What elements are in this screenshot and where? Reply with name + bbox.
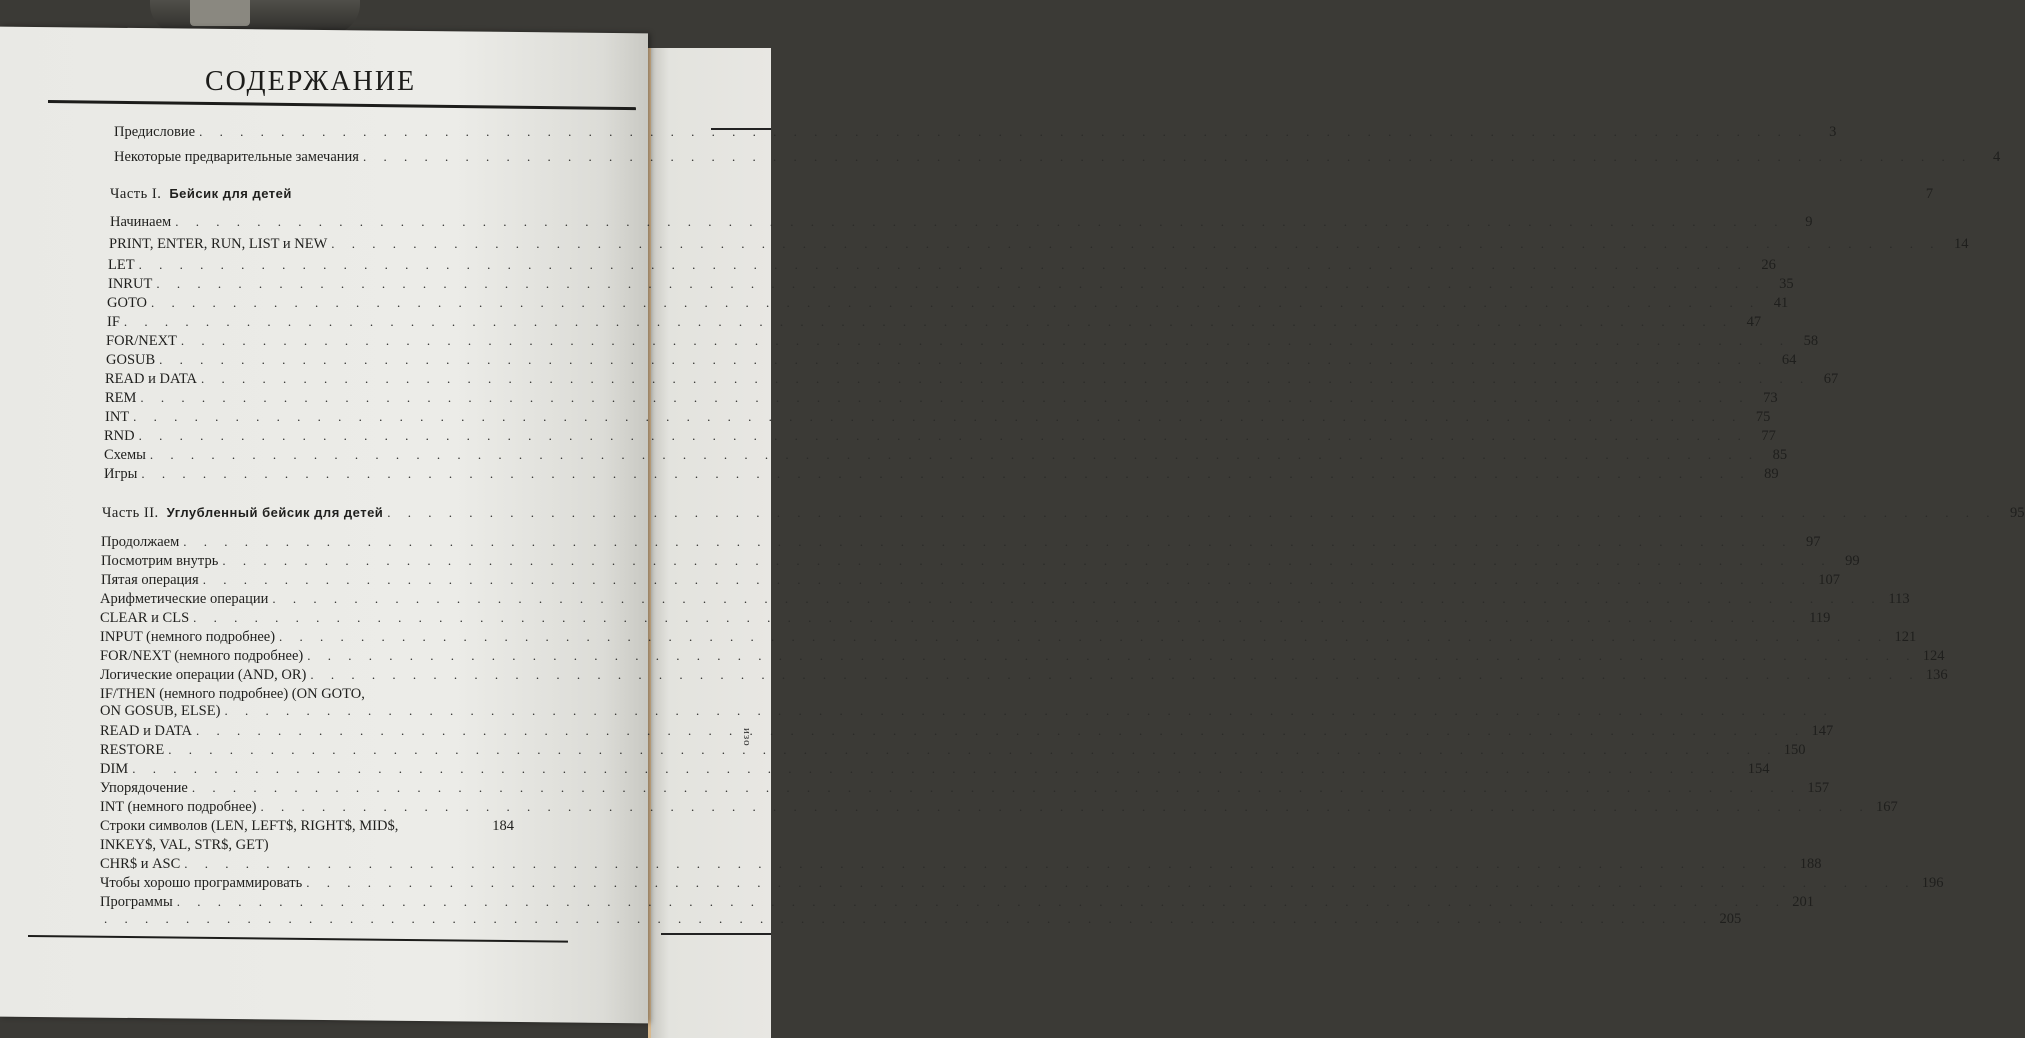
toc-entry <box>101 571 1840 589</box>
toc-entry-label: INT <box>105 409 130 425</box>
toc-leader-dots <box>124 313 1733 331</box>
toc-entry-label: Некоторые предварительные замечания <box>114 149 359 165</box>
toc-entry <box>100 893 1814 911</box>
toc-entry-page: 9 <box>1805 214 1813 230</box>
toc-leader-dots <box>156 275 1765 293</box>
toc-entry <box>104 446 1788 464</box>
toc-entry-page: 77 <box>1761 428 1776 444</box>
toc-leader-dots <box>139 256 1748 274</box>
toc-leader-dots <box>363 148 1972 166</box>
toc-entry-page: 7 <box>1925 186 1934 202</box>
toc-entry-page: 35 <box>1779 276 1794 292</box>
toc-entry <box>100 609 1831 627</box>
toc-entry <box>109 235 1969 253</box>
toc-entry-page: 119 <box>1809 610 1831 626</box>
toc-entry <box>100 741 1806 759</box>
toc-leader-dots <box>199 123 1808 141</box>
part-number: Часть I. <box>110 186 162 202</box>
toc-entry-page: 154 <box>1747 761 1770 777</box>
toc-entry-label: FOR/NEXT <box>106 333 177 349</box>
toc-leader-dots <box>203 571 1812 589</box>
toc-entry-label: Продолжаем <box>101 534 180 550</box>
toc-entry <box>100 779 1830 797</box>
toc-entry-continuation <box>100 702 260 720</box>
toc-entry <box>100 874 1944 892</box>
toc-leader-dots <box>261 798 1870 816</box>
toc-entry-label: DIM <box>100 761 129 777</box>
toc-entry-page: 85 <box>1772 447 1788 463</box>
toc-entry <box>100 798 1898 816</box>
toc-entry-label: Логические операции (AND, OR) <box>100 667 307 683</box>
toc-leader-dots <box>132 760 1741 778</box>
toc-entry-label: INPUT (немного подробнее) <box>100 629 276 645</box>
toc-entry-label: Пятая операция <box>101 572 199 588</box>
toc-entry-page: 3 <box>1829 124 1837 140</box>
toc-entry-page: 188 <box>1799 856 1822 872</box>
toc-entry-page: 201 <box>1792 894 1814 910</box>
toc-leader-dots <box>306 874 1915 892</box>
toc-leader-dots <box>141 465 1750 483</box>
toc-entry-page: 113 <box>1888 591 1910 607</box>
toc-entry-page: 167 <box>1876 799 1898 815</box>
toc-entry-page: 124 <box>1922 648 1945 664</box>
toc-entry <box>106 332 1819 350</box>
toc-leader-dots <box>222 552 1831 570</box>
toc-part-heading <box>110 185 1934 203</box>
toc-entry <box>105 370 1839 388</box>
toc-leader-dots <box>151 294 1760 312</box>
toc-entry-page: 205 <box>1719 911 1742 927</box>
toc-entry-label: Игры <box>104 466 138 482</box>
toc-entry <box>104 465 1779 483</box>
toc-entry <box>104 427 1776 445</box>
toc-entry-page: 73 <box>1763 390 1778 406</box>
toc-leader-dots <box>224 702 1833 720</box>
toc-entry-label: CHR$ и ASC <box>100 856 181 872</box>
toc-entry-label: FOR/NEXT (немного подробнее) <box>100 648 304 664</box>
toc-entry <box>100 910 1742 928</box>
toc-leader-dots <box>387 504 1996 522</box>
toc-leader-dots <box>133 408 1742 426</box>
toc-entry-label: GOSUB <box>106 352 156 368</box>
toc-entry <box>100 760 1770 778</box>
toc-entry-page: 4 <box>1992 149 2001 165</box>
toc-entry <box>101 533 1821 551</box>
toc-entry-continuation <box>100 836 400 854</box>
toc-leader-dots <box>192 779 1801 797</box>
toc-entry <box>105 389 1778 407</box>
right-page-bottom-rule <box>661 933 771 935</box>
toc-entry <box>106 351 1797 369</box>
toc-entry-label: Арифметические операции <box>100 591 269 607</box>
toc-entry-label: IF <box>107 314 120 330</box>
toc-leader-dots <box>307 647 1916 665</box>
toc-entry-label: RESTORE <box>100 742 165 758</box>
toc-entry-page: 121 <box>1894 629 1917 645</box>
toc-entry-page: 64 <box>1781 352 1797 368</box>
toc-entry-label: RND <box>104 428 135 444</box>
toc-leader-dots <box>181 332 1790 350</box>
toc-entry-label: READ и DATA <box>100 723 192 739</box>
toc-entry-label: ON GOSUB, ELSE) <box>100 703 221 719</box>
toc-entry-page: 58 <box>1803 333 1819 349</box>
toc-entry-page: 14 <box>1954 236 1969 252</box>
toc-leader-dots <box>184 855 1793 873</box>
toc-entry-page: 99 <box>1845 553 1860 569</box>
toc-entry-label: INKEY$, VAL, STR$, GET) <box>100 837 269 853</box>
toc-entry-label: Чтобы хорошо программировать <box>100 875 303 891</box>
toc-leader-dots <box>159 351 1768 369</box>
toc-entry-page: 47 <box>1746 314 1762 330</box>
toc-entry <box>100 666 1948 684</box>
toc-entry-page: 75 <box>1755 409 1771 425</box>
toc-entry-page: 196 <box>1921 875 1944 891</box>
toc-entry-label: Схемы <box>104 447 146 463</box>
toc-entry <box>100 855 1822 873</box>
toc-entry <box>100 817 514 835</box>
toc-entry <box>110 213 1813 231</box>
part-title: Углубленный бейсик для детей <box>166 505 384 520</box>
toc-entry <box>107 294 1789 312</box>
toc-entry-label: GOTO <box>107 295 148 311</box>
toc-entry <box>107 313 1762 331</box>
toc-leader-dots <box>310 666 1919 684</box>
toc-entry <box>108 256 1776 274</box>
toc-leader-dots <box>104 910 1713 928</box>
toc-leader-dots <box>196 722 1805 740</box>
toc-leader-dots <box>331 235 1940 253</box>
toc-entry-page: 97 <box>1806 534 1821 550</box>
toc-entry-label: Посмотрим внутрь <box>101 553 219 569</box>
toc-entry-label: Строки символов (LEN, LEFT$, RIGHT$, MID$, <box>100 818 399 834</box>
toc-leader-dots <box>139 427 1748 445</box>
toc-entry <box>100 647 1945 665</box>
toc-entry-label: Программы <box>100 894 173 910</box>
toc-leader-dots <box>193 609 1802 627</box>
toc-entry-line <box>100 685 514 703</box>
toc-leader-dots <box>150 446 1759 464</box>
toc-entry-page: 67 <box>1823 371 1839 387</box>
toc-entry-page: 89 <box>1764 466 1779 482</box>
toc-entry-page: 41 <box>1773 295 1789 311</box>
toc-entry <box>108 275 1794 293</box>
toc-entry-page: 136 <box>1925 667 1948 683</box>
toc-entry-label: LET <box>108 257 135 273</box>
toc-entry-page: 147 <box>1811 723 1834 739</box>
page-title: СОДЕРЖАНИЕ <box>205 66 417 97</box>
toc-leader-dots <box>175 213 1784 231</box>
toc-entry-page: 150 <box>1783 742 1806 758</box>
toc-leader-dots <box>168 741 1777 759</box>
toc-entry-label: Начинаем <box>110 214 172 230</box>
toc-leader-dots <box>279 628 1888 646</box>
toc-entry <box>114 148 2001 166</box>
toc-entry-label: READ и DATA <box>105 371 197 387</box>
toc-entry <box>105 408 1771 426</box>
toc-entry-page: 184 <box>492 818 514 834</box>
toc-entry-label: INT (немного подробнее) <box>100 799 257 815</box>
toc-leader-dots <box>177 893 1786 911</box>
toc-leader-dots <box>140 389 1749 407</box>
toc-part-heading <box>102 504 2025 522</box>
toc-entry <box>101 552 1860 570</box>
toc-entry-label: IF/THEN (немного подробнее) (ON GOTO, <box>100 686 365 702</box>
toc-entry-page: 107 <box>1818 572 1840 588</box>
toc-entry-label: REM <box>105 390 137 406</box>
toc-entry-label: Предисловие <box>114 124 196 140</box>
part-number: Часть II. <box>102 505 159 521</box>
toc-entry-page: 26 <box>1761 257 1776 273</box>
toc-entry-page: 95 <box>2010 505 2025 521</box>
toc-entry-page: 157 <box>1807 780 1830 796</box>
toc-leader-dots <box>201 370 1810 388</box>
toc-entry-label: INRUT <box>108 276 153 292</box>
toc-entry <box>114 123 1837 141</box>
toc-leader-dots <box>183 533 1792 551</box>
toc-entry-label: PRINT, ENTER, RUN, LIST и NEW <box>109 236 328 252</box>
toc-entry <box>100 628 1917 646</box>
part-title: Бейсик для детей <box>169 186 292 201</box>
right-page-edge-text: изо <box>741 728 753 747</box>
toc-entry-label: CLEAR и CLS <box>100 610 190 626</box>
toc-entry-label: Упорядочение <box>100 780 188 796</box>
